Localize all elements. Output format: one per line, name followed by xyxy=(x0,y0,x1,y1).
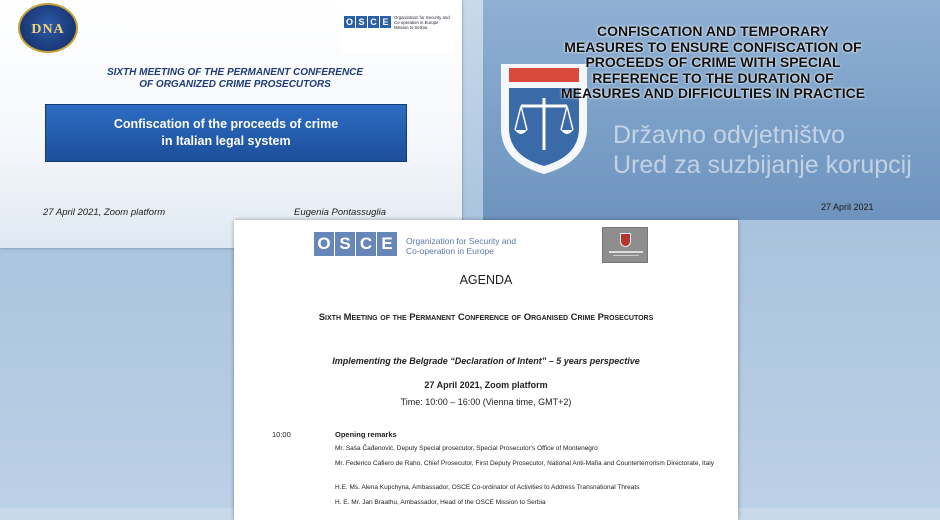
osce-logo-caption: Organization for Security and Co-operation in Europe Mission to Serbia xyxy=(394,15,450,30)
agenda-date: 27 April 2021, Zoom platform xyxy=(424,380,548,390)
slide2-title-line: CONFISCATION AND TEMPORARY xyxy=(596,23,830,39)
osce-letter: E xyxy=(380,16,391,28)
osce-letter: E xyxy=(377,232,397,256)
office-name-line: Državno odvjetništvo xyxy=(613,121,846,149)
conference-heading-line: OF ORGANIZED CRIME PROSECUTORS xyxy=(139,79,331,90)
osce-logo-caption-line: Co-operation in Europe xyxy=(406,246,494,256)
conference-heading xyxy=(60,67,410,91)
slide2-title-line: MEASURES AND DIFFICULTIES IN PRACTICE xyxy=(560,85,866,101)
osce-letter: O xyxy=(314,232,334,256)
prosecutors-office-emblem-icon xyxy=(602,227,648,263)
slide2-title xyxy=(545,24,881,102)
italian-presentation-slide xyxy=(0,0,462,248)
presentation-title-line: in Italian legal system xyxy=(161,134,291,148)
osce-logo-caption xyxy=(406,236,526,256)
slide-date: 27 April 2021, Zoom platform xyxy=(43,207,166,218)
croatian-presentation-slide xyxy=(483,0,940,220)
osce-letter: S xyxy=(335,232,355,256)
agenda-title: AGENDA xyxy=(459,273,513,287)
presentation-title-box xyxy=(45,104,407,162)
agenda-meeting-name: Sixth Meeting of the Permanent Conference of Organised Crime Prosecutors xyxy=(318,312,654,323)
osce-logo xyxy=(314,232,524,260)
slide2-title-line: REFERENCE TO THE DURATION OF xyxy=(592,69,834,86)
conference-heading-line: SIXTH MEETING OF THE PERMANENT CONFERENCE xyxy=(106,67,364,78)
osce-letter: C xyxy=(368,16,379,28)
dna-logo xyxy=(18,3,78,53)
slide-author: Eugenia Pontassuglia xyxy=(294,207,386,218)
speaker-entry: Mr. Saša Čađenović, Deputy Special prosecutor, Special Prosecutor's Office of Montenegro xyxy=(335,445,598,452)
slide2-date: 27 April 2021 xyxy=(821,202,874,212)
agenda-document xyxy=(234,220,738,520)
agenda-slot-title: Opening remarks xyxy=(335,430,397,439)
office-name-line: Ured za suzbijanje korupcij xyxy=(613,151,912,179)
osce-letters xyxy=(344,16,392,28)
osce-letter: S xyxy=(356,16,367,28)
osce-mission-logo xyxy=(340,2,454,54)
agenda-time: Time: 10:00 – 16:00 (Vienna time, GMT+2) xyxy=(400,397,572,407)
osce-letters xyxy=(314,232,398,256)
dna-logo-text: DNA xyxy=(31,22,65,37)
agenda-subtitle: Implementing the Belgrade “Declaration of Intent” – 5 years perspective xyxy=(332,356,640,366)
presentation-title-line: Confiscation of the proceeds of crime xyxy=(113,117,339,131)
osce-letter: C xyxy=(356,232,376,256)
speaker-entry: H. E. Mr. Jan Braathu, Ambassador, Head of the OSCE Mission to Serbia xyxy=(335,499,546,506)
slide2-title-line: PROCEEDS OF CRIME WITH SPECIAL xyxy=(585,54,841,70)
agenda-slot-time: 10:00 xyxy=(272,430,291,439)
osce-logo-caption-line: Organization for Security and xyxy=(406,236,517,246)
slide2-title-line: MEASURES TO ENSURE CONFISCATION OF xyxy=(564,38,862,55)
speaker-entry: H.E. Ms. Alena Kupchyna, Ambassador, OSCE Co-ordinator of Activities to Address Transnational Threats xyxy=(335,484,640,491)
osce-letter: O xyxy=(345,17,353,27)
office-name xyxy=(613,120,912,180)
speaker-entry: Mr. Federico Cafiero de Raho, Chief Prosecutor, First Deputy Prosecutor, National Anti-Mafia and Counterterrorism Directorate, Italy xyxy=(335,460,714,467)
